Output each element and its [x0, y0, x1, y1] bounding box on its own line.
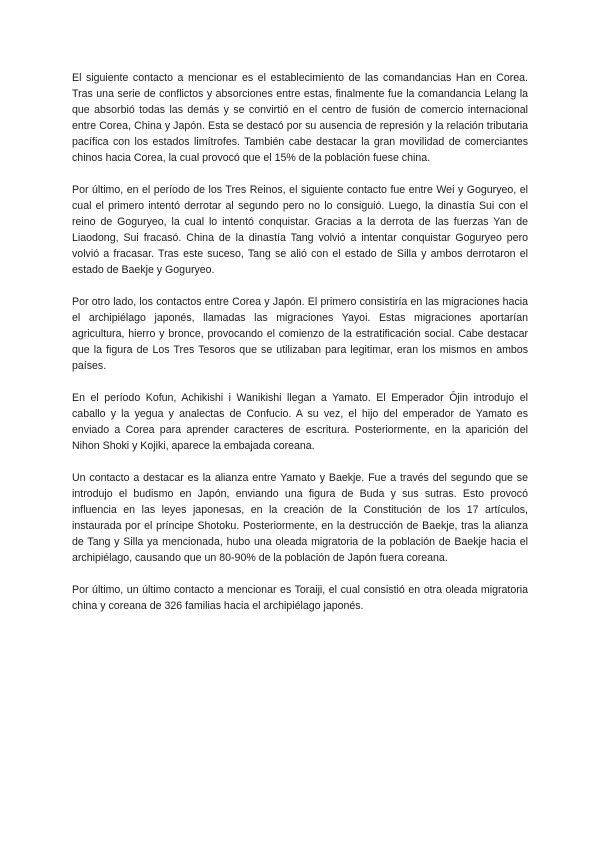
paragraph-han-commanderies: El siguiente contacto a mencionar es el establecimiento de las comandancias Han en Corea. Tras una serie de conflictos y absorciones entre estas, finalmente fue la comandancia Lelang la que absorbió todas las demás y se convirtió en el centro de fusión de comercio internacional entre Corea, China y Japón. Esta se destacó por su ausencia de represión y la relación tributaria pacífica con los estados limítrofes. También cabe destacar la gran movilidad de comerciantes chinos hacia Corea, la cual provocó que el 15% de la población fuese china. — [72, 72, 528, 164]
paragraph-three-kingdoms: Por último, en el período de los Tres Reinos, el siguiente contacto fue entre Wei y Goguryeo, el cual el primero intentó derrotar al segundo pero no lo consiguió. Luego, la dinastía Sui con el reino de Goguryeo, la cual lo intentó conquistar. Gracias a la derrota de las fuerzas Yan de Liaodong, Sui fracasó. China de la dinastía Tang volvió a intentar conquistar Goguryeo pero volvió a fracasar. Tras este suceso, Tang se alió con el estado de Silla y ambos derrotaron el estado de Baekje y Goguryeo. — [72, 184, 528, 276]
paragraph-kofun-period: En el período Kofun, Achikishi i Wanikishi llegan a Yamato. El Emperador Ōjin introdujo el caballo y la yegua y analectas de Confucio. A su vez, el hijo del emperador de Yamato es enviado a Corea para aprender caracteres de escritura. Posteriormente, en la aparición del Nihon Shoki y Kojiki, aparece la embajada coreana. — [72, 392, 528, 452]
paragraph-korea-japan-contacts: Por otro lado, los contactos entre Corea y Japón. El primero consistiría en las migraciones hacia el archipiélago japonés, llamadas las migraciones Yayoi. Estas migraciones aportarían agricultura, hierro y bronce, provocando el comienzo de la estratificación social. Cabe destacar que la figura de Los Tres Tesoros que se utilizaban para legitimar, eran los mismos en ambos países. — [72, 296, 528, 372]
paragraph-yamato-baekje-alliance: Un contacto a destacar es la alianza entre Yamato y Baekje. Fue a través del segundo que se introdujo el budismo en Japón, enviando una figura de Buda y sus sutras. Esto provocó influencia en las leyes japonesas, en la creación de la Constitución de los 17 artículos, instaurada por el príncipe Shotoku. Posteriormente, en la destrucción de Baekje, tras la alianza de Tang y Silla ya mencionada, hubo una oleada migratoria de la población de Baekje hacia el archipiélago, causando que un 80-90% de la población de Japón fuera coreana. — [72, 472, 528, 564]
paragraph-toraiji: Por último, un último contacto a mencionar es Toraiji, el cual consistió en otra oleada migratoria china y coreana de 326 familias hacia el archipiélago japonés. — [72, 584, 528, 612]
